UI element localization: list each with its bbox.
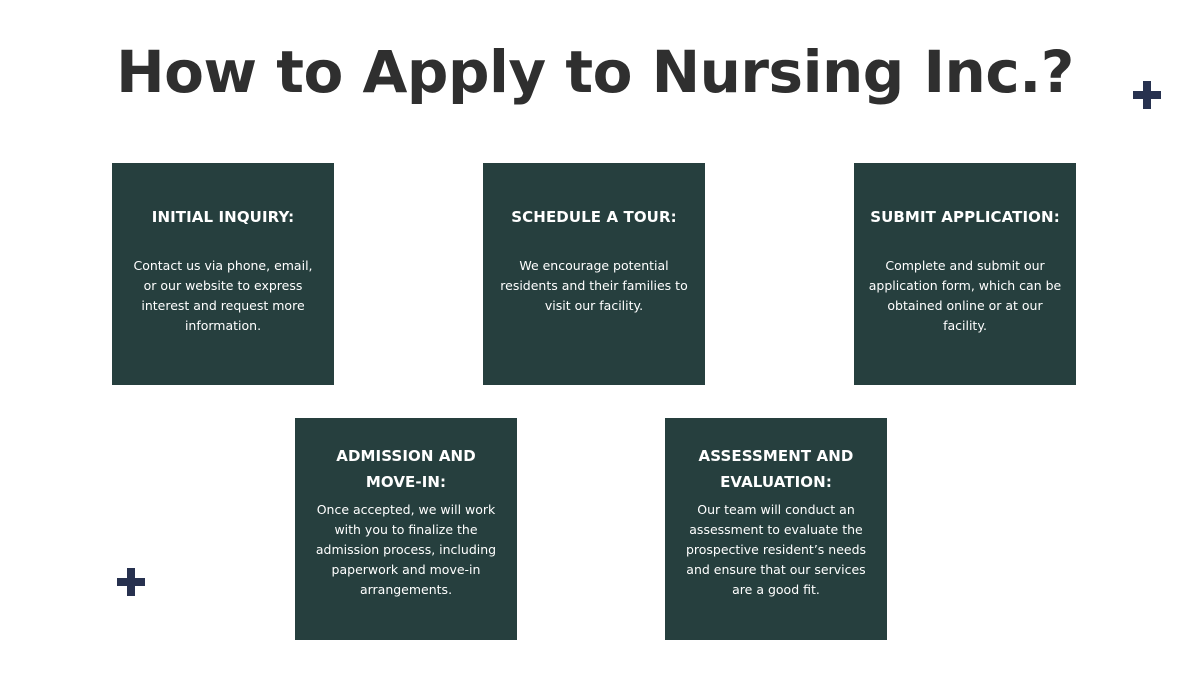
- step-description: Complete and submit our application form, which can be obtained online or at our facility.: [868, 258, 1062, 333]
- plus-icon: [1133, 81, 1161, 109]
- step-title: ASSESSMENT AND EVALUATION:: [698, 447, 854, 491]
- step-card-submit-application: [854, 163, 1076, 385]
- step-card-assessment-evaluation: [665, 418, 887, 640]
- step-title: ADMISSION AND MOVE-IN:: [336, 447, 476, 491]
- page-title: How to Apply to Nursing Inc.?: [116, 38, 1074, 106]
- step-card-admission-move-in: [295, 418, 517, 640]
- step-description: We encourage potential residents and their families to visit our facility.: [500, 258, 688, 313]
- step-title: SUBMIT APPLICATION:: [870, 208, 1060, 226]
- step-description: Our team will conduct an assessment to evaluate the prospective resident’s needs and ensure that our services are a good fit.: [685, 502, 867, 597]
- step-title: SCHEDULE A TOUR:: [511, 208, 677, 226]
- step-description: Contact us via phone, email, or our website to express interest and request more information.: [133, 258, 313, 333]
- step-title: INITIAL INQUIRY:: [151, 208, 295, 226]
- plus-icon: [117, 568, 145, 596]
- step-card-schedule-tour: [483, 163, 705, 385]
- step-card-initial-inquiry: [112, 163, 334, 385]
- step-description: Once accepted, we will work with you to finalize the admission process, including paperwork and move-in arrangements.: [315, 502, 497, 597]
